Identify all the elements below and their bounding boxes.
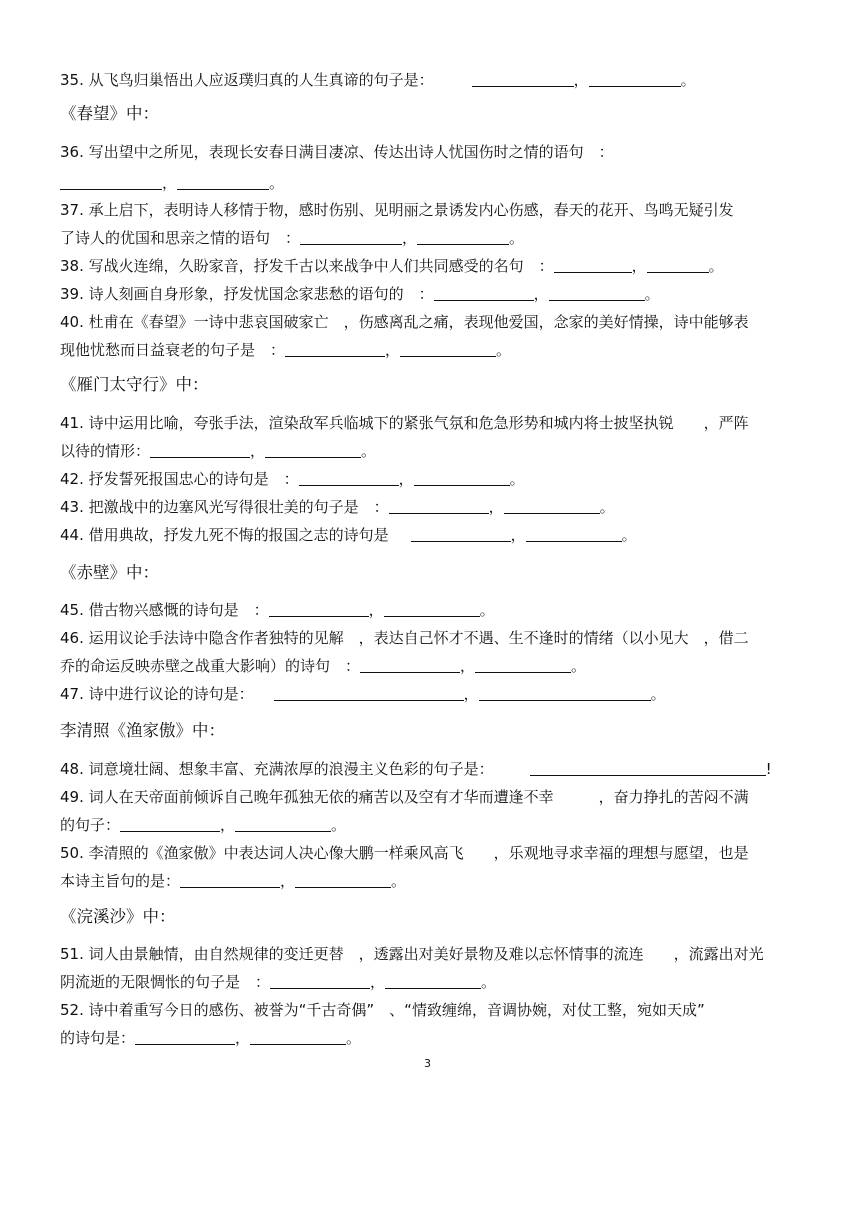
answer-blank[interactable] bbox=[417, 230, 509, 245]
answer-blank[interactable] bbox=[177, 175, 269, 190]
question-52-line2: 的诗句是： ， 。 bbox=[60, 1029, 362, 1047]
answer-blank[interactable] bbox=[270, 974, 370, 989]
question-46: 46. 运用议论手法诗中隐含作者独特的见解 ，表达自己怀才不遇、生不逢时的情绪（以小见大 ，借二 bbox=[60, 629, 749, 647]
question-36-answer: ， 。 bbox=[60, 173, 284, 193]
answer-blank[interactable] bbox=[411, 527, 511, 542]
question-39: 39. 诗人刻画自身形象，抒发忧国念家悲愁的语句的 ： ， 。 bbox=[60, 285, 660, 303]
question-50: 50. 李清照的《渔家傲》中表达词人决心像大鹏一样乘风高飞 ，乐观地寻求幸福的理想与愿望，也是 bbox=[60, 844, 749, 862]
question-47: 47. 诗中进行议论的诗句是： ， 。 bbox=[60, 685, 666, 703]
answer-blank[interactable] bbox=[475, 658, 571, 673]
answer-blank[interactable] bbox=[472, 72, 574, 87]
answer-blank[interactable] bbox=[434, 286, 534, 301]
question-50-line2: 本诗主旨句的是： ， 。 bbox=[60, 872, 407, 890]
answer-blank[interactable] bbox=[554, 258, 632, 273]
answer-blank[interactable] bbox=[299, 471, 399, 486]
answer-blank[interactable] bbox=[135, 1030, 235, 1045]
answer-blank[interactable] bbox=[295, 873, 391, 888]
page-number: 3 bbox=[424, 1057, 431, 1070]
answer-blank[interactable] bbox=[384, 602, 480, 617]
question-35: 35. 从飞鸟归巢悟出人应返璞归真的人生真谛的句子是： ， 。 bbox=[60, 71, 696, 89]
question-46-line2: 乔的命运反映赤壁之战重大影响）的诗句 ： ， 。 bbox=[60, 657, 587, 675]
question-48: 48. 词意境壮阔、想象丰富、充满浓厚的浪漫主义色彩的句子是： ! bbox=[60, 760, 772, 778]
question-51-line2: 阴流逝的无限惆怅的句子是 ： ， 。 bbox=[60, 973, 497, 991]
answer-blank[interactable] bbox=[265, 443, 361, 458]
answer-blank[interactable] bbox=[60, 175, 162, 190]
question-44: 44. 借用典故，抒发九死不悔的报国之志的诗句是 ， 。 bbox=[60, 526, 637, 544]
section-heading-huanxisha: 《浣溪沙》中： bbox=[60, 907, 176, 926]
question-43: 43. 把激战中的边塞风光写得很壮美的句子是 ： ， 。 bbox=[60, 498, 615, 516]
section-heading-yujiaao: 李清照《渔家傲》中： bbox=[60, 721, 225, 740]
answer-blank[interactable] bbox=[526, 527, 622, 542]
answer-blank[interactable] bbox=[385, 974, 481, 989]
section-heading-chibi: 《赤壁》中： bbox=[60, 563, 159, 582]
answer-blank[interactable] bbox=[414, 471, 510, 486]
question-49-line2: 的句子： ， 。 bbox=[60, 816, 347, 834]
answer-blank[interactable] bbox=[250, 1030, 346, 1045]
question-49: 49. 词人在天帝面前倾诉自己晚年孤独无依的痛苦以及空有才华而遭逢不幸 ，奋力挣扎的苦闷不满 bbox=[60, 788, 749, 806]
answer-blank[interactable] bbox=[589, 72, 681, 87]
question-42: 42. 抒发誓死报国忠心的诗句是 ： ， 。 bbox=[60, 470, 525, 488]
answer-blank[interactable] bbox=[269, 602, 369, 617]
section-heading-yanmen: 《雁门太守行》中： bbox=[60, 375, 209, 394]
answer-blank[interactable] bbox=[479, 686, 651, 701]
question-41-line2: 以待的情形： ， 。 bbox=[60, 442, 377, 460]
answer-blank[interactable] bbox=[120, 817, 220, 832]
answer-blank[interactable] bbox=[150, 443, 250, 458]
answer-blank[interactable] bbox=[235, 817, 331, 832]
question-37: 37. 承上启下，表明诗人移情于物，感时伤别、见明丽之景诱发内心伤感，春天的花开、鸟鸣无疑引发 bbox=[60, 201, 734, 219]
answer-blank[interactable] bbox=[300, 230, 402, 245]
answer-blank[interactable] bbox=[274, 686, 464, 701]
answer-blank[interactable] bbox=[360, 658, 460, 673]
question-40: 40. 杜甫在《春望》一诗中悲哀国破家亡 ，伤感离乱之痛，表现他爱国，念家的美好情操，诗中能够表 bbox=[60, 313, 749, 331]
answer-blank[interactable] bbox=[549, 286, 645, 301]
question-38: 38. 写战火连绵，久盼家音，抒发千古以来战争中人们共同感受的名句 ： ， 。 bbox=[60, 257, 724, 275]
question-40-line2: 现他忧愁而日益衰老的句子是 ： ， 。 bbox=[60, 341, 512, 359]
answer-blank[interactable] bbox=[285, 342, 385, 357]
question-37-line2: 了诗人的优国和思亲之情的语句 ： ， 。 bbox=[60, 229, 525, 247]
section-heading-chunwang: 《春望》中： bbox=[60, 104, 159, 123]
answer-blank[interactable] bbox=[530, 761, 766, 776]
answer-blank[interactable] bbox=[180, 873, 280, 888]
question-36: 36. 写出望中之所见，表现长安春日满目凄凉、传达出诗人忧国伤时之情的语句 ： bbox=[60, 143, 614, 161]
answer-blank[interactable] bbox=[400, 342, 496, 357]
answer-blank[interactable] bbox=[389, 499, 489, 514]
question-51: 51. 词人由景触情，由自然规律的变迁更替 ，透露出对美好景物及难以忘怀情事的流连 ，流露出对光 bbox=[60, 945, 764, 963]
answer-blank[interactable] bbox=[647, 258, 709, 273]
question-52: 52. 诗中着重写今日的感伤、被誉为“千古奇偶” 、“情致缠绵，音调协婉，对仗工整，宛如天成” bbox=[60, 1001, 705, 1019]
question-41: 41. 诗中运用比喻，夸张手法，渲染敌军兵临城下的紧张气氛和危急形势和城内将士披坚执锐 ，严阵 bbox=[60, 414, 749, 432]
question-45: 45. 借古物兴感慨的诗句是 ： ， 。 bbox=[60, 601, 495, 619]
answer-blank[interactable] bbox=[504, 499, 600, 514]
